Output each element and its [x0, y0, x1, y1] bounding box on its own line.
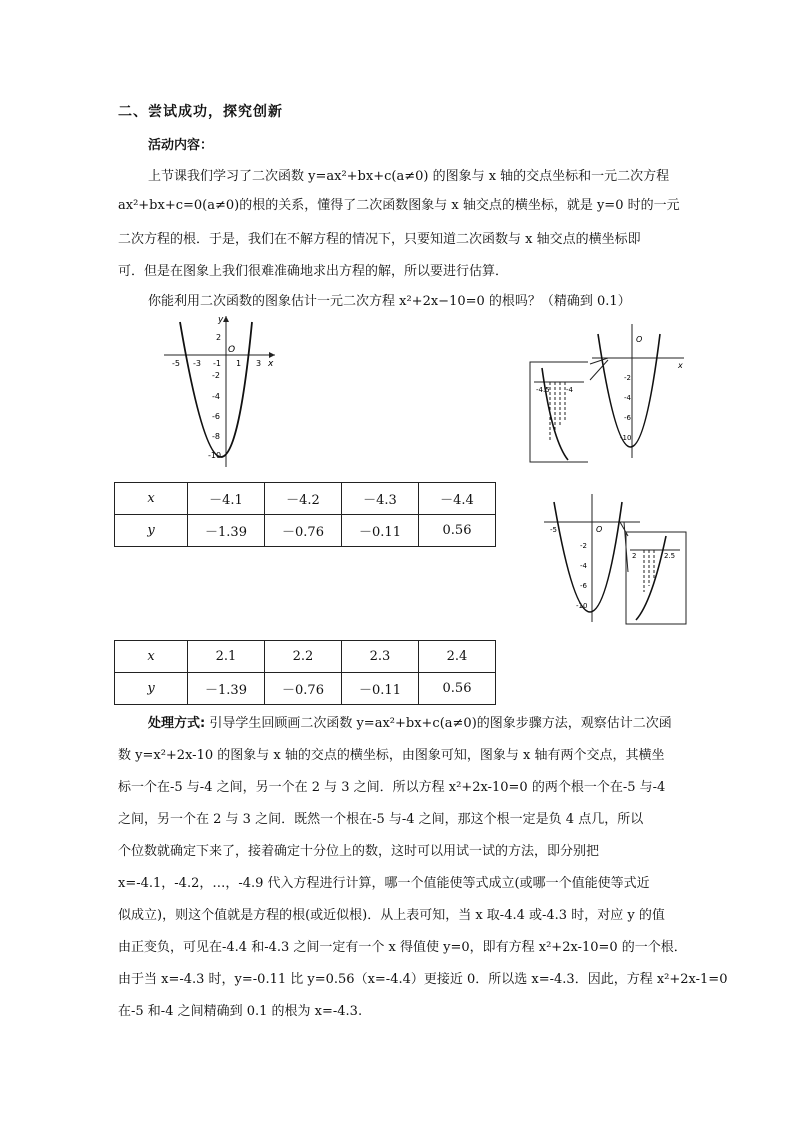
table-cell: 2.1 — [188, 641, 265, 673]
table-cell: －4.1 — [188, 483, 265, 515]
origin-label: O — [228, 345, 236, 355]
table-header-cell: x — [115, 483, 188, 515]
method-line-3: 标一个在-5 与-4 之间，另一个在 2 与 3 之间．所以方程 x²+2x-10=0 的两个根一个在-5 与-4 — [118, 780, 666, 795]
method-text: 引导学生回顾画二次函数 y=ax²+bx+c(a≠0)的图象步骤方法，观察估计二次函 — [205, 716, 672, 731]
table-cell: －1.39 — [188, 515, 265, 547]
table-cell: 0.56 — [419, 673, 496, 705]
y-tick: -8 — [212, 432, 220, 441]
method-line-2: 数 y=x²+2x-10 的图象与 x 轴的交点的横坐标，由图象可知，图象与 x 轴有两个交点，其横坐 — [118, 748, 665, 763]
table-row — [115, 673, 496, 705]
method-line-5: 个位数就确定下来了，接着确定十分位上的数，这时可以用试一试的方法，即分别把 — [118, 844, 600, 859]
x-axis-label: x — [678, 361, 683, 370]
y-tick: -6 — [580, 582, 587, 590]
y-tick: -2 — [580, 542, 587, 550]
y-tick: -6 — [212, 412, 220, 421]
zoom-tick: -4.5 — [536, 386, 550, 394]
method-line-6: x=-4.1，-4.2，…，-4.9 代入方程进行计算，哪一个值能使等式成立(或哪一个值能使等式近 — [118, 876, 650, 891]
table-cell: －0.11 — [342, 673, 419, 705]
x-tick: 1 — [236, 359, 242, 368]
method-line-10: 在-5 和-4 之间精确到 0.1 的根为 x=-4.3. — [118, 1004, 363, 1019]
y-tick: -6 — [624, 414, 631, 422]
values-table-negative — [114, 482, 496, 547]
intro-line-2: ax²+bx+c=0(a≠0)的根的关系，懂得了二次函数图象与 x 轴交点的横坐标，就是 y=0 时的一元 — [118, 198, 680, 213]
zoom-tick: -4 — [566, 386, 573, 394]
x-tick: -1 — [213, 359, 221, 368]
values-table-positive — [114, 640, 496, 705]
table-header-cell: y — [115, 515, 188, 547]
table-row — [115, 515, 496, 547]
parabola-graph-zoom-right — [540, 492, 690, 627]
table-header-cell: y — [115, 673, 188, 705]
table-cell: 2.3 — [342, 641, 419, 673]
intro-line-3: 二次方程的根．于是，我们在不解方程的情况下，只要知道二次函数与 x 轴交点的横坐标即 — [118, 232, 641, 247]
origin-label: O — [596, 525, 603, 534]
intro-line-4: 可．但是在图象上我们很难准确地求出方程的解，所以要进行估算． — [118, 264, 509, 279]
table-cell: 2.4 — [419, 641, 496, 673]
y-tick: -4 — [624, 394, 631, 402]
activity-label: 活动内容： — [148, 138, 214, 153]
table-cell: 0.56 — [419, 515, 496, 547]
y-axis-label: y — [218, 315, 224, 325]
parabola-graph-main — [160, 312, 280, 472]
question-line: 你能利用二次函数的图象估计一元二次方程 x²+2x−10=0 的根吗？（精确到 0.1） — [148, 294, 631, 309]
method-line-8: 由正变负，可见在-4.4 和-4.3 之间一定有一个 x 得值使 y=0，即有方程 x²+2x-10=0 的一个根． — [118, 940, 687, 955]
parabola-graph-zoom-left — [528, 320, 688, 465]
table-cell: 2.2 — [265, 641, 342, 673]
method-line-9: 由于当 x=-4.3 时，y=-0.11 比 y=0.56（x=-4.4）更接近 0．所以选 x=-4.3．因此，方程 x²+2x-1=0 — [118, 972, 728, 987]
intro-line-1: 上节课我们学习了二次函数 y=ax²+bx+c(a≠0) 的图象与 x 轴的交点坐标和一元二次方程 — [148, 169, 670, 184]
table-cell: －0.76 — [265, 673, 342, 705]
x-tick: -5 — [550, 526, 557, 534]
table-header-cell: x — [115, 641, 188, 673]
method-line-4: 之间，另一个在 2 与 3 之间．既然一个根在-5 与-4 之间，那这个根一定是负 4 点几，所以 — [118, 812, 644, 827]
method-line-7: 似成立)，则这个值就是方程的根(或近似根)．从上表可知，当 x 取-4.4 或-4.3 时，对应 y 的值 — [118, 908, 665, 923]
section-heading: 二、尝试成功，探究创新 — [118, 104, 283, 120]
y-tick: -4 — [580, 562, 587, 570]
table-cell: －4.2 — [265, 483, 342, 515]
table-cell: －4.4 — [419, 483, 496, 515]
x-tick: -5 — [172, 359, 180, 368]
table-cell: －4.3 — [342, 483, 419, 515]
table-cell: －0.11 — [342, 515, 419, 547]
y-tick: -4 — [212, 392, 220, 401]
x-tick: -3 — [193, 359, 201, 368]
y-tick: -2 — [624, 374, 631, 382]
zoom-tick: 2 — [632, 552, 637, 560]
table-cell: －1.39 — [188, 673, 265, 705]
origin-label: O — [636, 335, 643, 344]
y-tick: -2 — [212, 371, 220, 380]
method-label: 处理方式: — [148, 716, 206, 731]
zoom-tick: 2.5 — [664, 552, 676, 560]
table-cell: －0.76 — [265, 515, 342, 547]
method-line-1 — [148, 712, 672, 731]
y-tick: -10 — [208, 451, 222, 460]
table-row — [115, 483, 496, 515]
y-tick: 2 — [216, 333, 222, 342]
y-tick: -10 — [576, 602, 588, 610]
x-axis-label: x — [268, 359, 274, 369]
table-row — [115, 641, 496, 673]
y-tick: -10 — [620, 434, 632, 442]
x-tick: 3 — [256, 359, 262, 368]
